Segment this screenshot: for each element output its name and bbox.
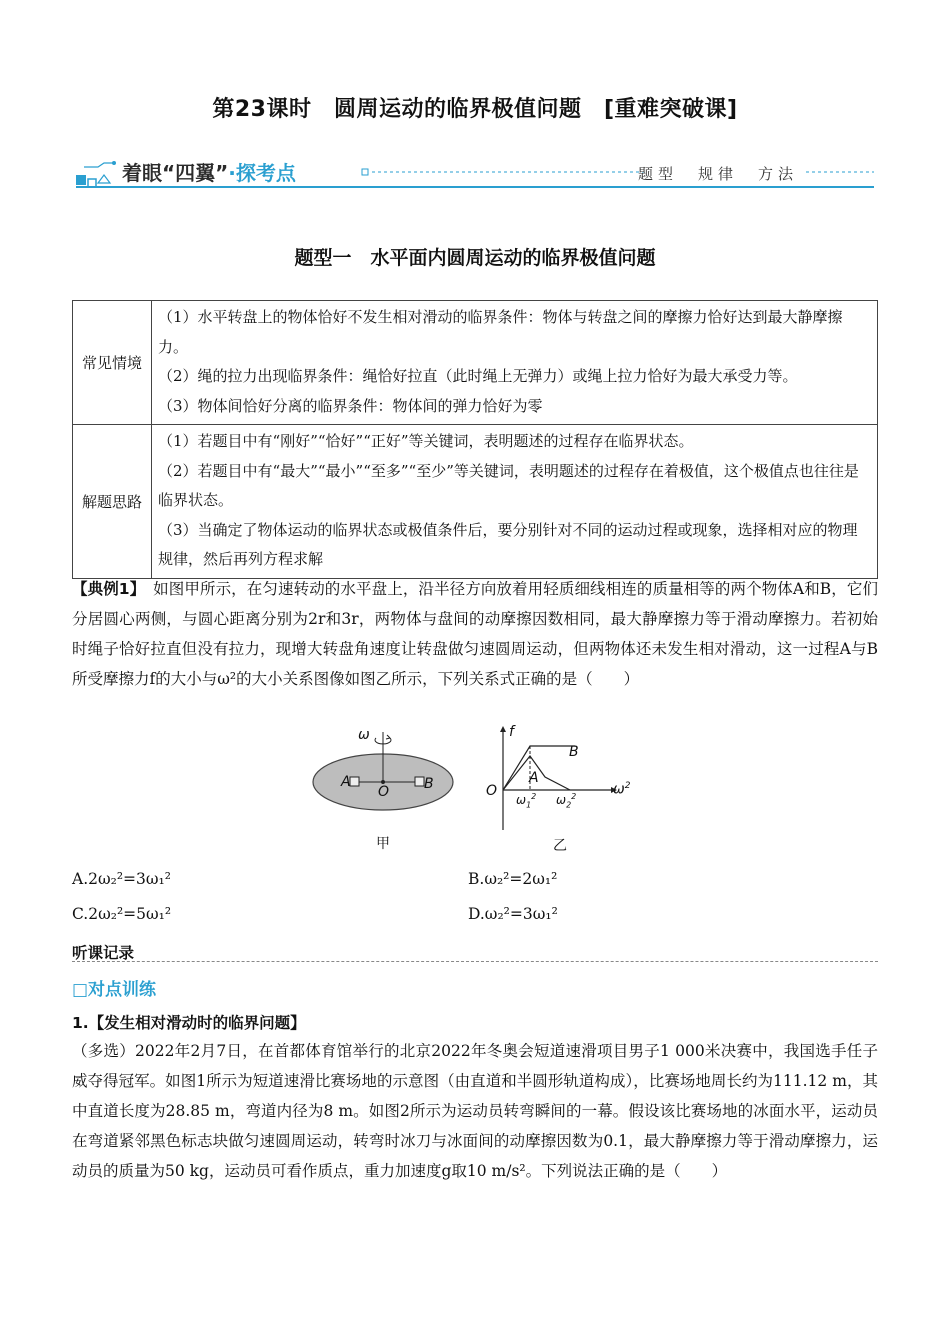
table-row (73, 425, 878, 579)
figure-right-caption: 乙 (553, 838, 567, 854)
graph-b-label: B (569, 744, 579, 760)
notes-record-label: 听课记录 (72, 944, 135, 962)
graph-omega2: ω (556, 793, 567, 807)
row-content (152, 301, 878, 425)
section-heading: 题型一 水平面内圆周运动的临界极值问题 (294, 247, 656, 269)
page-title: 第23课时 圆周运动的临界极值问题 [重难突破课] (212, 97, 738, 122)
option-b[interactable]: B.ω₂²=2ω₁² (468, 870, 558, 888)
banner-title-part2: “四翼” (162, 161, 229, 185)
summary-table (72, 300, 878, 579)
option-a[interactable]: A.2ω₂²=3ω₁² (72, 870, 171, 888)
question-1-text: （多选）2022年2月7日，在首都体育馆举行的北京2022年冬奥会短道速滑项目男子1 000米决赛中，我国选手任子威夺得冠军。如图1所示为短道速滑比赛场地的示意图（由直道和半圆形轨道构成），比赛场地周长约为111.12 m，其中直道长度为28.85 m，弯道内径为8 m。如图2所示为运动员转弯瞬间的一幕。假设该比赛场地的冰面水平，运动员在弯道紧邻黑色标志块做匀速圆周运动，转弯时冰刀与冰面间的动摩擦因数为0.1，最大静摩擦力等于滑动摩擦力，运动员的质量为50 kg，运动员可看作质点，重力加速度g取10 m/s²。下列说法正确的是（ ） (72, 1042, 878, 1180)
graph-a-label: A (529, 770, 539, 786)
example-text: 如图甲所示，在匀速转动的水平盘上，沿半径方向放着用轻质细线相连的质量相等的两个物体A和B，它们分居圆心两侧，与圆心距离分别为2r和3r，两物体与盘间的动摩擦因数相同，最大静摩擦力等于滑动摩擦力。若初始时绳子恰好拉直但没有拉力，现增大转盘角速度让转盘做匀速圆周运动，但两物体还未发生相对滑动，这一过程A与B所受摩擦力f的大小与ω²的大小关系图像如图乙所示，下列关系式正确的是（ ） (72, 580, 878, 688)
figure-o-label: O (378, 784, 390, 800)
graph-o-label: O (486, 783, 498, 799)
graph-x-axis-label: $\omega^2$ (613, 781, 631, 798)
figure-b-label: B (424, 776, 434, 792)
training-heading: □对点训练 (72, 980, 157, 1000)
banner-subtitle: 题型 规律 方法 (637, 165, 798, 183)
question-1-title: 1.【发生相对滑动时的临界问题】 (72, 1014, 306, 1032)
table-line: （1）若题目中有“刚好”“恰好”“正好”等关键词，表明题述的过程存在临界状态。 (158, 432, 694, 450)
figure-a-label: A (341, 774, 351, 790)
table-line: （1）水平转盘上的物体恰好不发生相对滑动的临界条件：物体与转盘之间的摩擦力恰好达到最大静摩擦力。 (158, 308, 843, 356)
figure-left-caption: 甲 (376, 836, 390, 852)
figure-omega-label: ω (358, 727, 370, 743)
table-line: （3）物体间恰好分离的临界条件：物体间的弹力恰好为零 (158, 396, 543, 415)
banner-title-part1: 着眼 (122, 161, 162, 185)
option-d[interactable]: D.ω₂²=3ω₁² (468, 905, 558, 923)
graph-omega1: ω (516, 793, 527, 807)
table-row (73, 301, 878, 425)
table-line: （2）绳的拉力出现临界条件：绳恰好拉直（此时绳上无弹力）或绳上拉力恰好为最大承受力等。 (158, 367, 798, 385)
figure-graph (485, 722, 635, 834)
banner-title-part3: ·探考点 (228, 161, 296, 185)
graph-omega2-label: $\omega_2^2$ (556, 792, 577, 810)
notes-record-line[interactable] (72, 941, 878, 962)
graph-x-omega: ω (613, 781, 625, 798)
graph-f-label: f (509, 724, 514, 740)
table-line: （3）当确定了物体运动的临界状态或极值条件后，要分别针对不同的运动过程或现象，选择相对应的物理规律，然后再列方程求解 (158, 520, 858, 568)
option-c[interactable]: C.2ω₂²=5ω₁² (72, 905, 172, 923)
section-banner (74, 153, 878, 191)
banner-title (122, 157, 296, 186)
row-content (152, 425, 878, 579)
example-paragraph (72, 574, 878, 694)
example-tag: 【典例1】 (72, 580, 138, 598)
graph-omega1-label: $\omega_1^2$ (516, 792, 537, 810)
table-line: （2）若题目中有“最大”“最小”“至多”“至少”等关键词，表明题述的过程存在着极值，这个极值点也往往是临界状态。 (158, 461, 859, 509)
row-label: 常见情境 (73, 301, 152, 425)
row-label: 解题思路 (73, 425, 152, 579)
